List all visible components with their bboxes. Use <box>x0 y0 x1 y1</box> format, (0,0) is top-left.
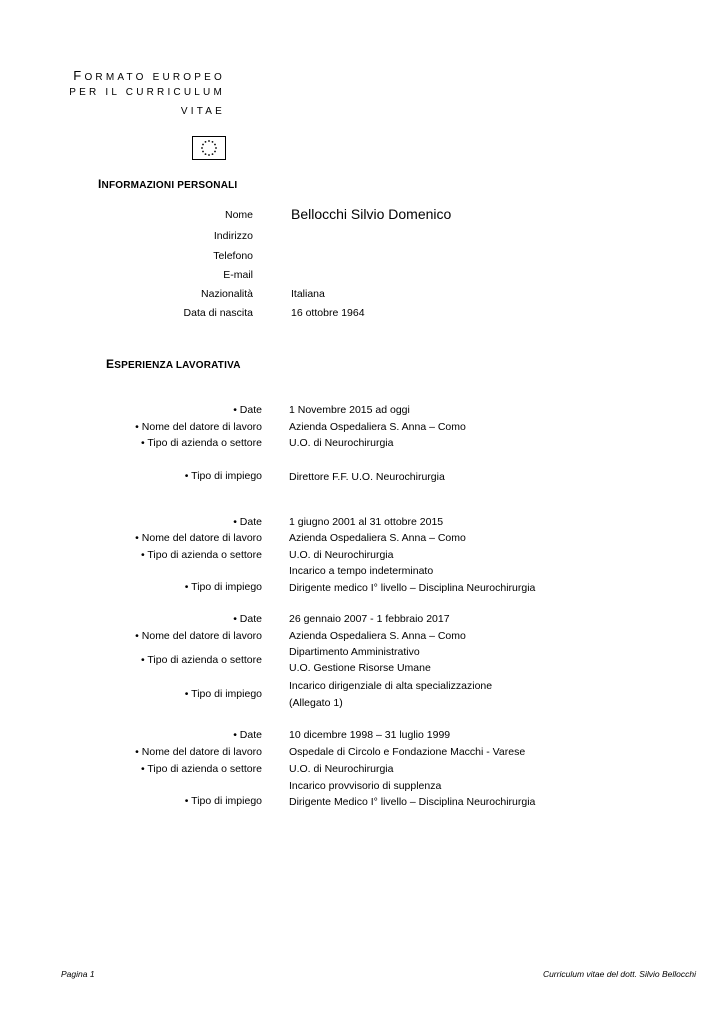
tipo-impiego-label: • Tipo di impiego <box>184 795 262 807</box>
date-value: 26 gennaio 2007 - 1 febbraio 2017 <box>289 613 450 625</box>
tipo-azienda-value: U.O. di Neurochirurgia <box>289 763 394 775</box>
title-initial: F <box>73 68 85 83</box>
datore-value: Ospedale di Circolo e Fondazione Macchi - Varese <box>289 746 526 758</box>
tipo-impiego-value: Dirigente Medico I° livello – Disciplina Neurochirurgia <box>289 796 536 808</box>
footer-page-number: Pagina 1 <box>61 969 95 979</box>
tipo-impiego-value: Direttore F.F. U.O. Neurochirurgia <box>289 471 445 483</box>
nome-value: Bellocchi Silvio Domenico <box>291 206 452 222</box>
heading-initial: E <box>106 357 115 371</box>
telefono-label: Telefono <box>213 250 253 262</box>
datore-label: • Nome del datore di lavoro <box>135 630 262 642</box>
date-value: 1 giugno 2001 al 31 ottobre 2015 <box>289 516 444 528</box>
tipo-azienda-label: • Tipo di azienda o settore <box>140 654 262 666</box>
tipo-azienda-label: • Tipo di azienda o settore <box>140 549 262 561</box>
title-line-3: VITAE <box>180 106 225 117</box>
tipo-impiego-label: • Tipo di impiego <box>184 581 262 593</box>
section-heading-experience <box>106 357 241 371</box>
tipo-impiego-value: Incarico a tempo indeterminato <box>289 565 434 577</box>
nascita-value: 16 ottobre 1964 <box>291 307 365 319</box>
date-value: 10 dicembre 1998 – 31 luglio 1999 <box>289 729 451 741</box>
tipo-azienda-label: • Tipo di azienda o settore <box>140 763 262 775</box>
nascita-label: Data di nascita <box>183 307 253 319</box>
email-label: E-mail <box>223 269 253 281</box>
nazionalita-value: Italiana <box>291 288 325 300</box>
datore-value: Azienda Ospedaliera S. Anna – Como <box>289 630 466 642</box>
tipo-impiego-label: • Tipo di impiego <box>184 688 262 700</box>
date-value: 1 Novembre 2015 ad oggi <box>289 404 410 416</box>
nome-label: Nome <box>224 209 253 221</box>
tipo-azienda-value: U.O. Gestione Risorse Umane <box>289 662 431 674</box>
tipo-azienda-value: Dipartimento Amministrativo <box>289 646 420 658</box>
heading-text: NFORMAZIONI PERSONALI <box>101 180 238 191</box>
indirizzo-label: Indirizzo <box>213 230 253 242</box>
date-label: • Date <box>233 613 262 625</box>
datore-value: Azienda Ospedaliera S. Anna – Como <box>289 421 466 433</box>
section-heading-personal <box>98 177 237 191</box>
date-label: • Date <box>233 404 262 416</box>
datore-label: • Nome del datore di lavoro <box>135 421 262 433</box>
title-line-1 <box>73 68 225 83</box>
title-text: ORMATO EUROPEO <box>84 72 225 83</box>
tipo-impiego-value: Dirigente medico I° livello – Disciplina Neurochirurgia <box>289 582 536 594</box>
date-label: • Date <box>233 729 262 741</box>
footer-title: Curriculum vitae del dott. Silvio Bellocchi <box>542 969 696 979</box>
datore-value: Azienda Ospedaliera S. Anna – Como <box>289 532 466 544</box>
heading-initial: I <box>98 177 102 191</box>
tipo-impiego-value: Incarico dirigenziale di alta specializzazione <box>289 680 493 692</box>
tipo-impiego-label: • Tipo di impiego <box>184 470 262 482</box>
tipo-azienda-label: • Tipo di azienda o settore <box>140 437 262 449</box>
heading-text: SPERIENZA LAVORATIVA <box>114 360 241 371</box>
title-line-2: PER IL CURRICULUM <box>69 87 225 98</box>
date-label: • Date <box>233 516 262 528</box>
tipo-azienda-value: U.O. di Neurochirurgia <box>289 437 394 449</box>
tipo-impiego-value: (Allegato 1) <box>289 697 343 709</box>
eu-flag-icon <box>192 136 226 160</box>
datore-label: • Nome del datore di lavoro <box>135 532 262 544</box>
tipo-impiego-value: Incarico provvisorio di supplenza <box>289 780 442 792</box>
tipo-azienda-value: U.O. di Neurochirurgia <box>289 549 394 561</box>
nazionalita-label: Nazionalità <box>201 288 253 300</box>
datore-label: • Nome del datore di lavoro <box>135 746 262 758</box>
